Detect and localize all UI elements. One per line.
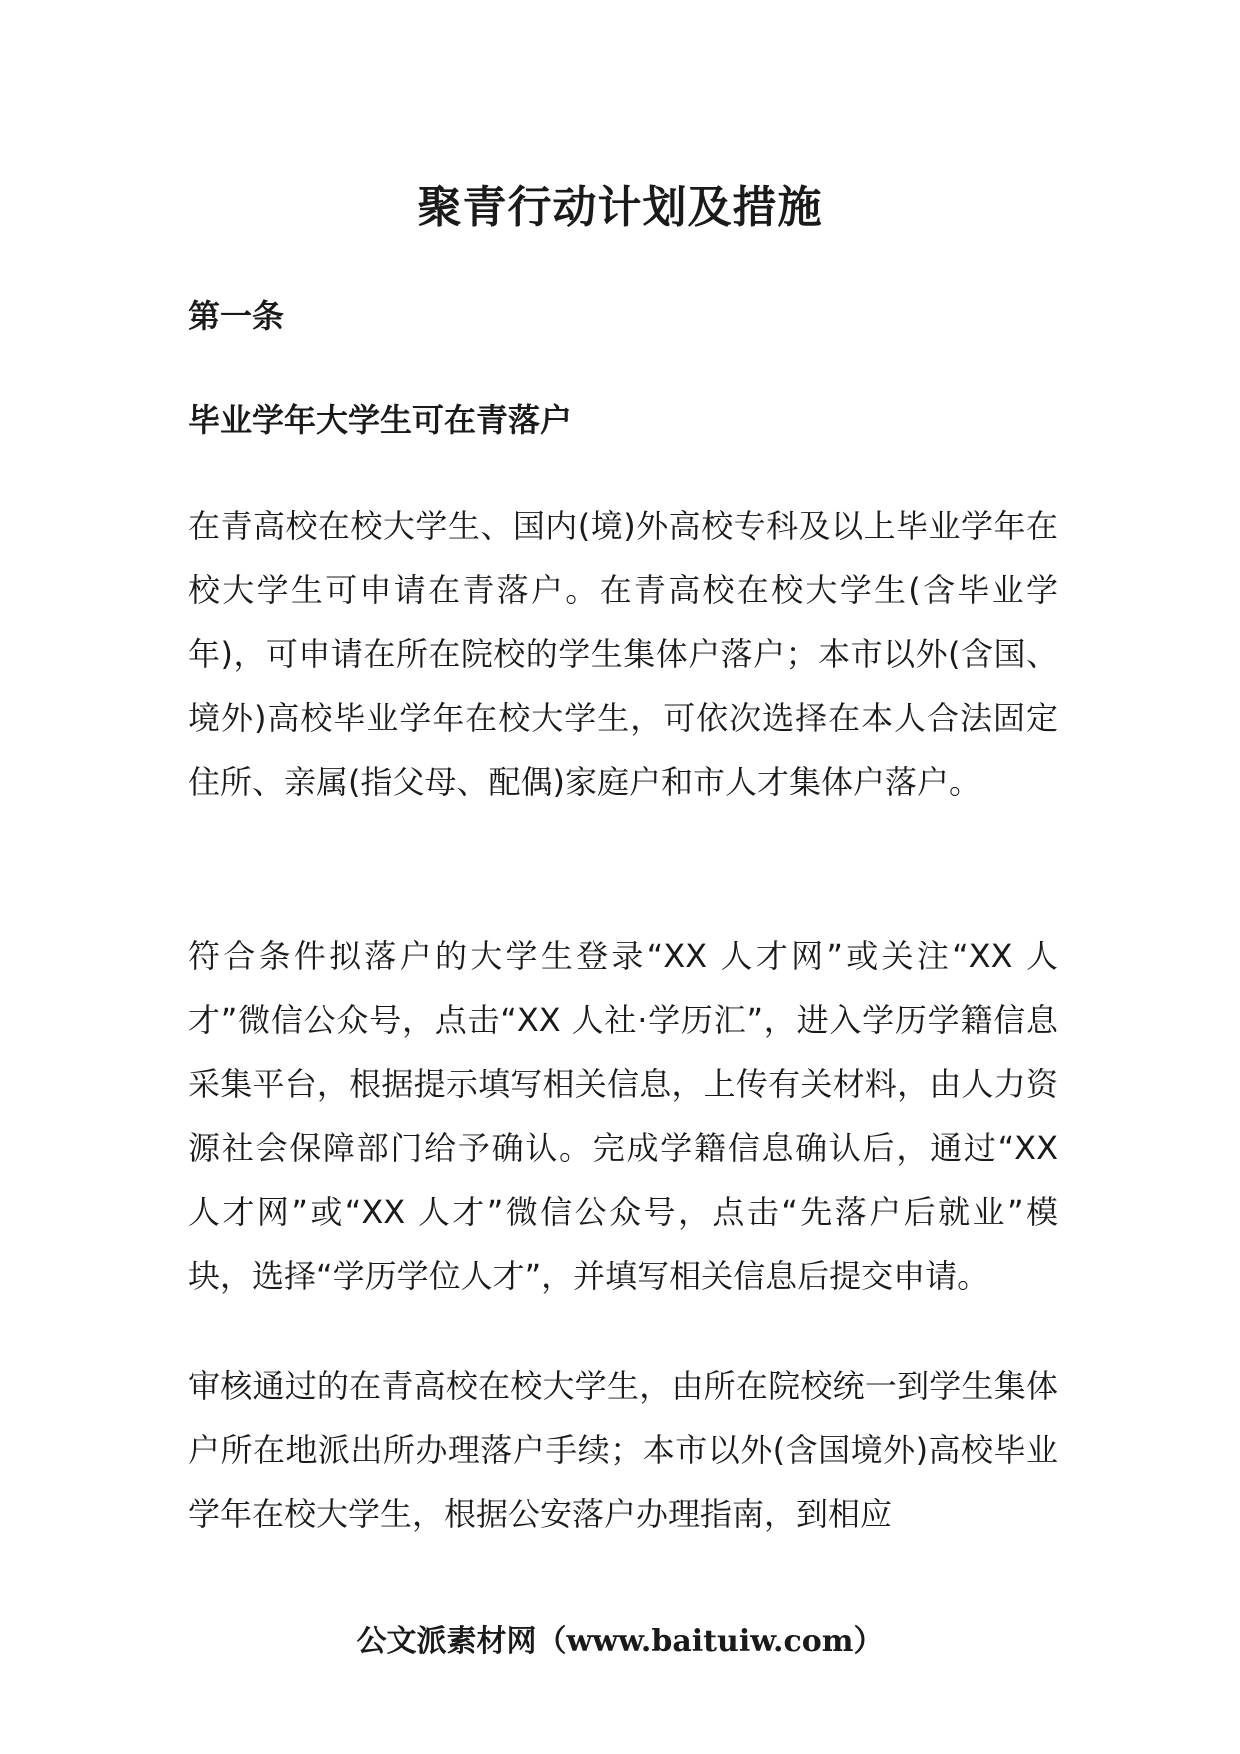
paragraph-3: 审核通过的在青高校在校大学生，由所在院校统一到学生集体户所在地派出所办理落户手续；本市以外(含国境外)高校毕业学年在校大学生，根据公安落户办理指南，到相应 bbox=[188, 1367, 1058, 1533]
section-heading: 毕业学年大学生可在青落户 bbox=[188, 401, 573, 439]
paragraph-2: 符合条件拟落户的大学生登录“XX 人才网”或关注“XX 人才”微信公众号，点击“XX 人社·学历汇”，进入学历学籍信息采集平台，根据提示填写相关信息，上传有关材料，由人力资源社会保障部门给予确认。完成学籍信息确认后，通过“XX 人才网”或“XX 人才”微信公众号，点击“先落户后就业”模块，选择“学历学位人才”，并填写相关信息后提交申请。 bbox=[188, 937, 1058, 1295]
footer-watermark: 公文派素材网（www.baituiw.com） bbox=[356, 1624, 884, 1659]
page-title: 聚青行动计划及措施 bbox=[417, 182, 823, 233]
paragraph-1: 在青高校在校大学生、国内(境)外高校专科及以上毕业学年在校大学生可申请在青落户。在青高校在校大学生(含毕业学年)，可申请在所在院校的学生集体户落户；本市以外(含国、境外)高校毕业学年在校大学生，可依次选择在本人合法固定住所、亲属(指父母、配偶)家庭户和市人才集体户落户。 bbox=[188, 507, 1058, 801]
article-label: 第一条 bbox=[188, 297, 285, 335]
